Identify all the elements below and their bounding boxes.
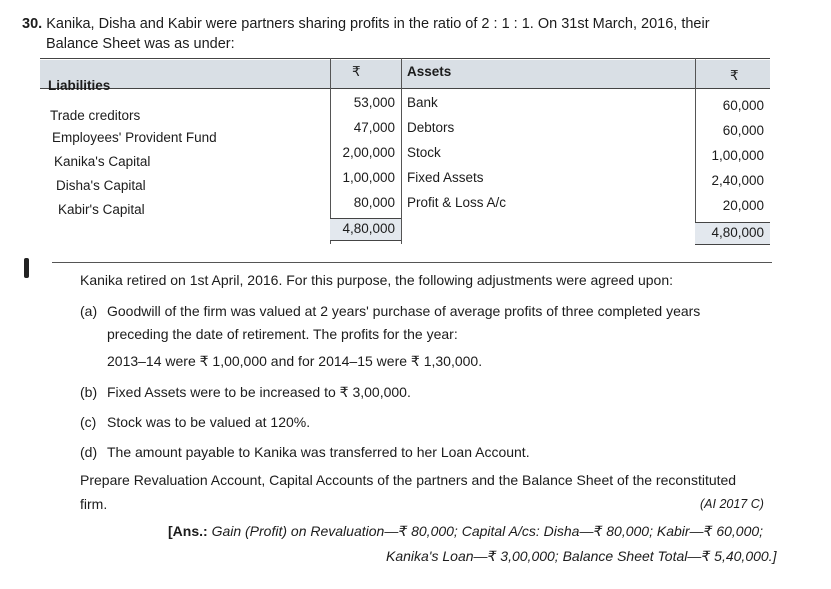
adjustment-c-label: (c) (80, 414, 97, 430)
asset-name: Bank (407, 95, 438, 110)
asset-amount: 60,000 (722, 123, 764, 138)
asset-amount: 2,40,000 (711, 173, 764, 188)
asset-name: Profit & Loss A/c (407, 195, 507, 210)
divider-asset-amount (695, 58, 696, 244)
liability-amount: 1,00,000 (342, 170, 395, 185)
asset-name: Fixed Assets (407, 170, 484, 185)
answer-label: [Ans.: (168, 523, 208, 539)
liability-amount: 53,000 (353, 95, 395, 110)
answer-line-1 (168, 523, 763, 540)
header-shade (40, 60, 770, 88)
question-line-1: Kanika, Disha and Kabir were partners sharing profits in the ratio of 2 : 1 : 1. On 31st March, 2016, their (46, 16, 710, 32)
total-assets: 4,80,000 (711, 225, 764, 240)
adjustment-b-text: Fixed Assets were to be increased to ₹ 3,00,000. (107, 384, 411, 400)
adjustment-c-text: Stock was to be valued at 120%. (107, 414, 311, 430)
total-asset-bottom-rule (695, 244, 770, 245)
question-line-2: Balance Sheet was as under: (46, 36, 235, 52)
liability-name: Disha's Capital (56, 178, 146, 193)
adjustment-d-label: (d) (80, 444, 98, 460)
divider-liab-amount (330, 58, 331, 244)
asset-name: Debtors (407, 120, 455, 135)
header-assets: Assets (407, 64, 452, 79)
liability-name: Kabir's Capital (58, 202, 145, 217)
prepare-line-2: firm. (80, 496, 108, 512)
adjustment-a-label: (a) (80, 303, 98, 319)
asset-amount: 60,000 (722, 98, 764, 113)
adjustment-d-text: The amount payable to Kanika was transferred to her Loan Account. (107, 444, 530, 460)
balance-sheet-table (40, 56, 770, 246)
adjustment-b-label: (b) (80, 384, 98, 400)
liability-amount: 80,000 (353, 195, 395, 210)
asset-amount: 20,000 (722, 198, 764, 213)
adjustment-a-line-2: preceding the date of retirement. The profits for the year: (107, 326, 458, 342)
top-rule (40, 58, 770, 59)
asset-amount: 1,00,000 (711, 148, 764, 163)
liability-name: Kanika's Capital (54, 154, 151, 169)
exam-reference: (AI 2017 C) (700, 497, 764, 511)
question-heading (22, 14, 812, 54)
liability-name: Trade creditors (50, 108, 141, 123)
header-rupee-liabilities: ₹ (352, 64, 361, 79)
divider-mid (401, 58, 402, 244)
total-liabilities: 4,80,000 (342, 221, 395, 236)
header-rupee-assets: ₹ (730, 68, 739, 83)
total-asset-top-rule (695, 222, 770, 223)
liability-amount: 2,00,000 (342, 145, 395, 160)
liability-name: Employees' Provident Fund (52, 130, 217, 145)
liability-amount: 47,000 (353, 120, 395, 135)
adjustment-a-line-1: Goodwill of the firm was valued at 2 years' purchase of average profits of three completed years (107, 303, 701, 319)
section-separator (52, 262, 772, 263)
prepare-line-1: Prepare Revaluation Account, Capital Accounts of the partners and the Balance Sheet of the reconstituted (80, 472, 737, 488)
answer-line-2: Kanika's Loan—₹ 3,00,000; Balance Sheet Total—₹ 5,40,000.] (386, 548, 777, 564)
adjustment-a-line-3: 2013–14 were ₹ 1,00,000 and for 2014–15 were ₹ 1,30,000. (107, 353, 483, 369)
margin-mark (24, 258, 29, 278)
answer-text-1: Gain (Profit) on Revaluation—₹ 80,000; Capital A/cs: Disha—₹ 80,000; Kabir—₹ 60,000; (211, 523, 764, 539)
header-rule (40, 88, 770, 89)
question-number: 30. (22, 16, 43, 32)
asset-name: Stock (407, 145, 441, 160)
header-liabilities: Liabilities (48, 78, 111, 93)
total-liab-top-rule (330, 218, 401, 219)
total-liab-bottom-rule (330, 240, 401, 241)
intro-text: Kanika retired on 1st April, 2016. For this purpose, the following adjustments were agreed upon: (80, 272, 674, 288)
